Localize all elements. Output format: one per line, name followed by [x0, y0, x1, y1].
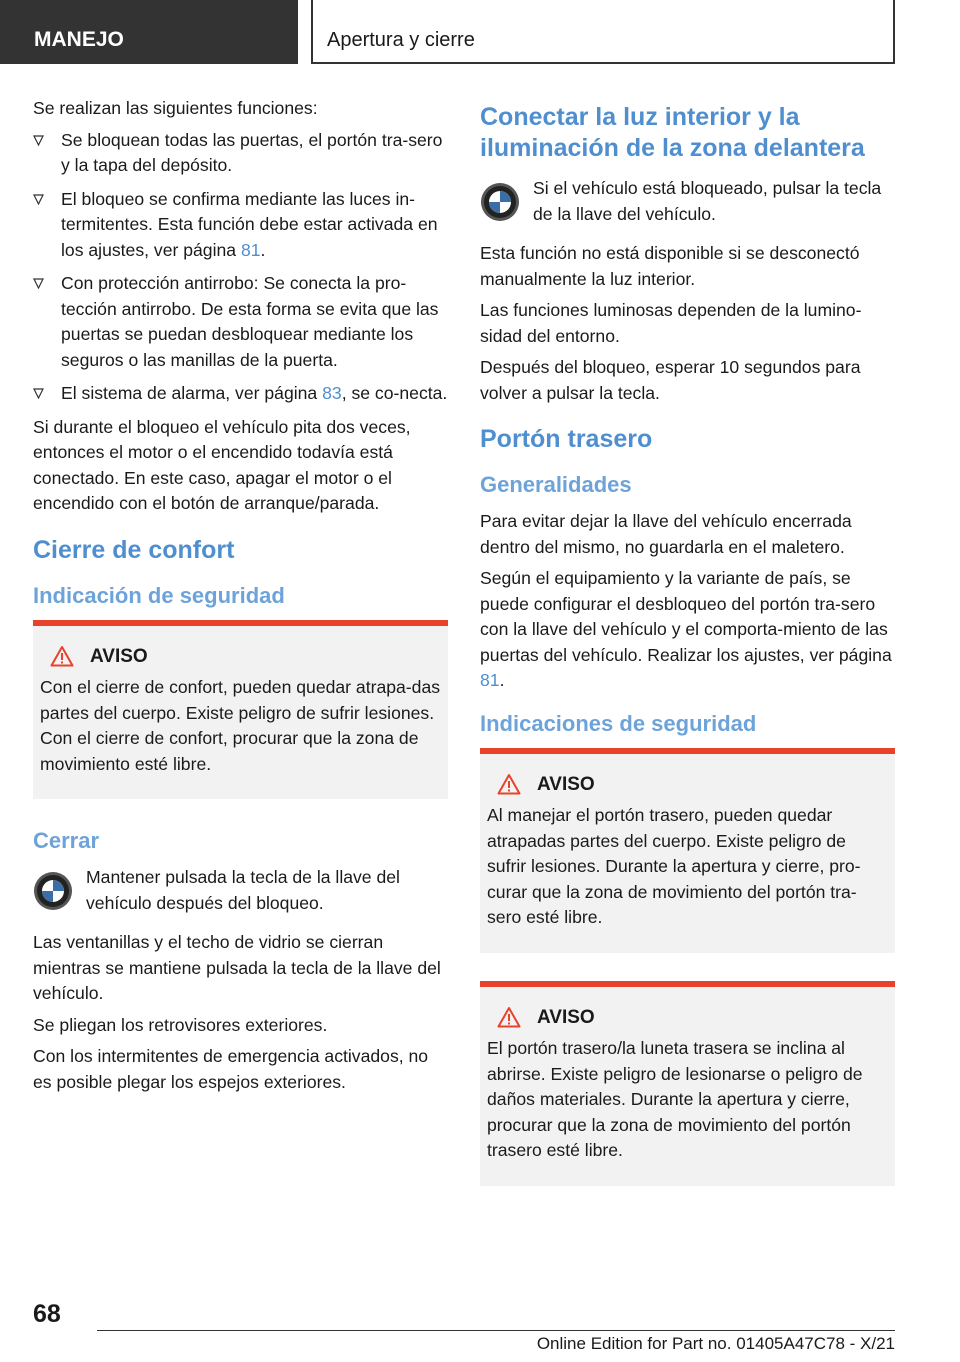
- paragraph: Según el equipamiento y la variante de país, se puede configurar el desbloqueo del portón tra‐sero con la llave del vehículo y el comporta‐miento de las puertas del vehículo. Realizar los ajustes, ver página 81.: [480, 568, 892, 690]
- page-footer: [0, 1290, 960, 1362]
- key-instruction: [480, 176, 895, 227]
- left-column: [33, 96, 448, 1101]
- triangle-bullet-icon: [33, 278, 44, 289]
- paragraph: Después del bloqueo, esperar 10 segundos para volver a pulsar la tecla.: [480, 357, 861, 403]
- edition-text: Online Edition for Part no. 01405A47C78 - X/21: [536, 1334, 895, 1353]
- heading-close: Cerrar: [33, 828, 100, 853]
- chapter-title: Apertura y cierre: [311, 0, 895, 64]
- double-beep-text: Si durante el bloqueo el vehículo pita dos veces, entonces el motor o el encendido todavía está conectado. En este caso, apagar el motor o el encendido con el botón de arranque/parada.: [33, 416, 411, 513]
- page-link[interactable]: 83: [322, 383, 342, 403]
- warning-triangle-icon: [497, 1006, 521, 1028]
- warning-triangle-icon: [50, 645, 74, 667]
- warning-box: [480, 981, 895, 1186]
- page-header: [0, 0, 960, 66]
- footer-divider: [97, 1330, 895, 1331]
- function-list: [33, 128, 448, 407]
- page-link[interactable]: 81: [480, 670, 500, 690]
- right-column: [480, 96, 895, 1214]
- paragraph: Para evitar dejar la llave del vehículo encerrada dentro del mismo, no guardarla en el maletero.: [480, 511, 852, 557]
- warning-text: El portón trasero/la luneta trasera se inclina al abrirse. Existe peligro de lesionarse o peligro de daños materiales. Durante la apertura y cierre, procurar que la zona de movimiento del portón trasero esté libre.: [487, 1038, 863, 1160]
- list-item: Con protección antirrobo: Se conecta la pro‐tección antirrobo. De esta forma se evita que las puertas se puedan desbloquear mediante los seguros o las manillas de la puerta.: [33, 271, 448, 373]
- triangle-bullet-icon: [33, 194, 44, 205]
- intro-text: Se realizan las siguientes funciones:: [33, 98, 318, 118]
- bmw-key-icon: [480, 182, 520, 222]
- paragraph: Las ventanillas y el techo de vidrio se cierran mientras se mantiene pulsada la tecla de la llave del vehículo.: [33, 932, 441, 1003]
- page-link[interactable]: 81: [240, 239, 261, 260]
- warning-title: AVISO: [537, 773, 595, 795]
- heading-tailgate: Portón trasero: [480, 425, 653, 453]
- triangle-bullet-icon: [33, 135, 44, 146]
- paragraph: Se pliegan los retrovisores exteriores.: [33, 1014, 328, 1035]
- key-instruction: [33, 865, 448, 916]
- paragraph: Con los intermitentes de emergencia activados, no es posible plegar los espejos exteriores.: [33, 1046, 429, 1092]
- list-item: Se bloquean todas las puertas, el portón tra‐sero y la tapa del depósito.: [33, 128, 448, 179]
- bmw-key-icon: [33, 871, 73, 911]
- paragraph: Esta función no está disponible si se desconectó manualmente la luz interior.: [480, 243, 860, 289]
- heading-interior-light: Conectar la luz interior y la iluminación de la zona delantera: [480, 103, 865, 162]
- heading-comfort-close: Cierre de confort: [33, 535, 235, 564]
- list-item: El sistema de alarma, ver página 83, se co‐necta.: [33, 381, 448, 407]
- warning-title: AVISO: [90, 645, 148, 667]
- heading-general: Generalidades: [480, 472, 632, 497]
- paragraph: Las funciones luminosas dependen de la lumino‐sidad del entorno.: [480, 300, 862, 346]
- page-number: 68: [33, 1300, 61, 1328]
- heading-safety-notes: Indicaciones de seguridad: [480, 710, 757, 736]
- key-instruction-text: Si el vehículo está bloqueado, pulsar la tecla de la llave del vehículo.: [533, 178, 882, 224]
- warning-box: [33, 620, 448, 800]
- warning-title: AVISO: [537, 1006, 595, 1028]
- warning-triangle-icon: [497, 773, 521, 795]
- triangle-bullet-icon: [33, 388, 44, 399]
- list-item: El bloqueo se confirma mediante las luces in‐termitentes. Esta función debe estar activada en los ajustes, ver página 81.: [33, 187, 448, 264]
- warning-text: Al manejar el portón trasero, pueden quedar atrapadas partes del cuerpo. Existe peligro de sufrir lesiones. Durante la apertura y cierre, pro‐curar que la zona de movimiento del portón tra‐sero esté libre.: [487, 805, 861, 927]
- warning-text: Con el cierre de confort, pueden quedar atrapa‐das partes del cuerpo. Existe peligro de sufrir lesiones. Con el cierre de confort, procurar que la zona de movimiento esté libre.: [40, 677, 441, 774]
- warning-box: [480, 748, 895, 953]
- section-tab: MANEJO: [0, 0, 298, 64]
- heading-safety-note: Indicación de seguridad: [33, 582, 285, 608]
- key-instruction-text: Mantener pulsada la tecla de la llave del vehículo después del bloqueo.: [86, 867, 400, 913]
